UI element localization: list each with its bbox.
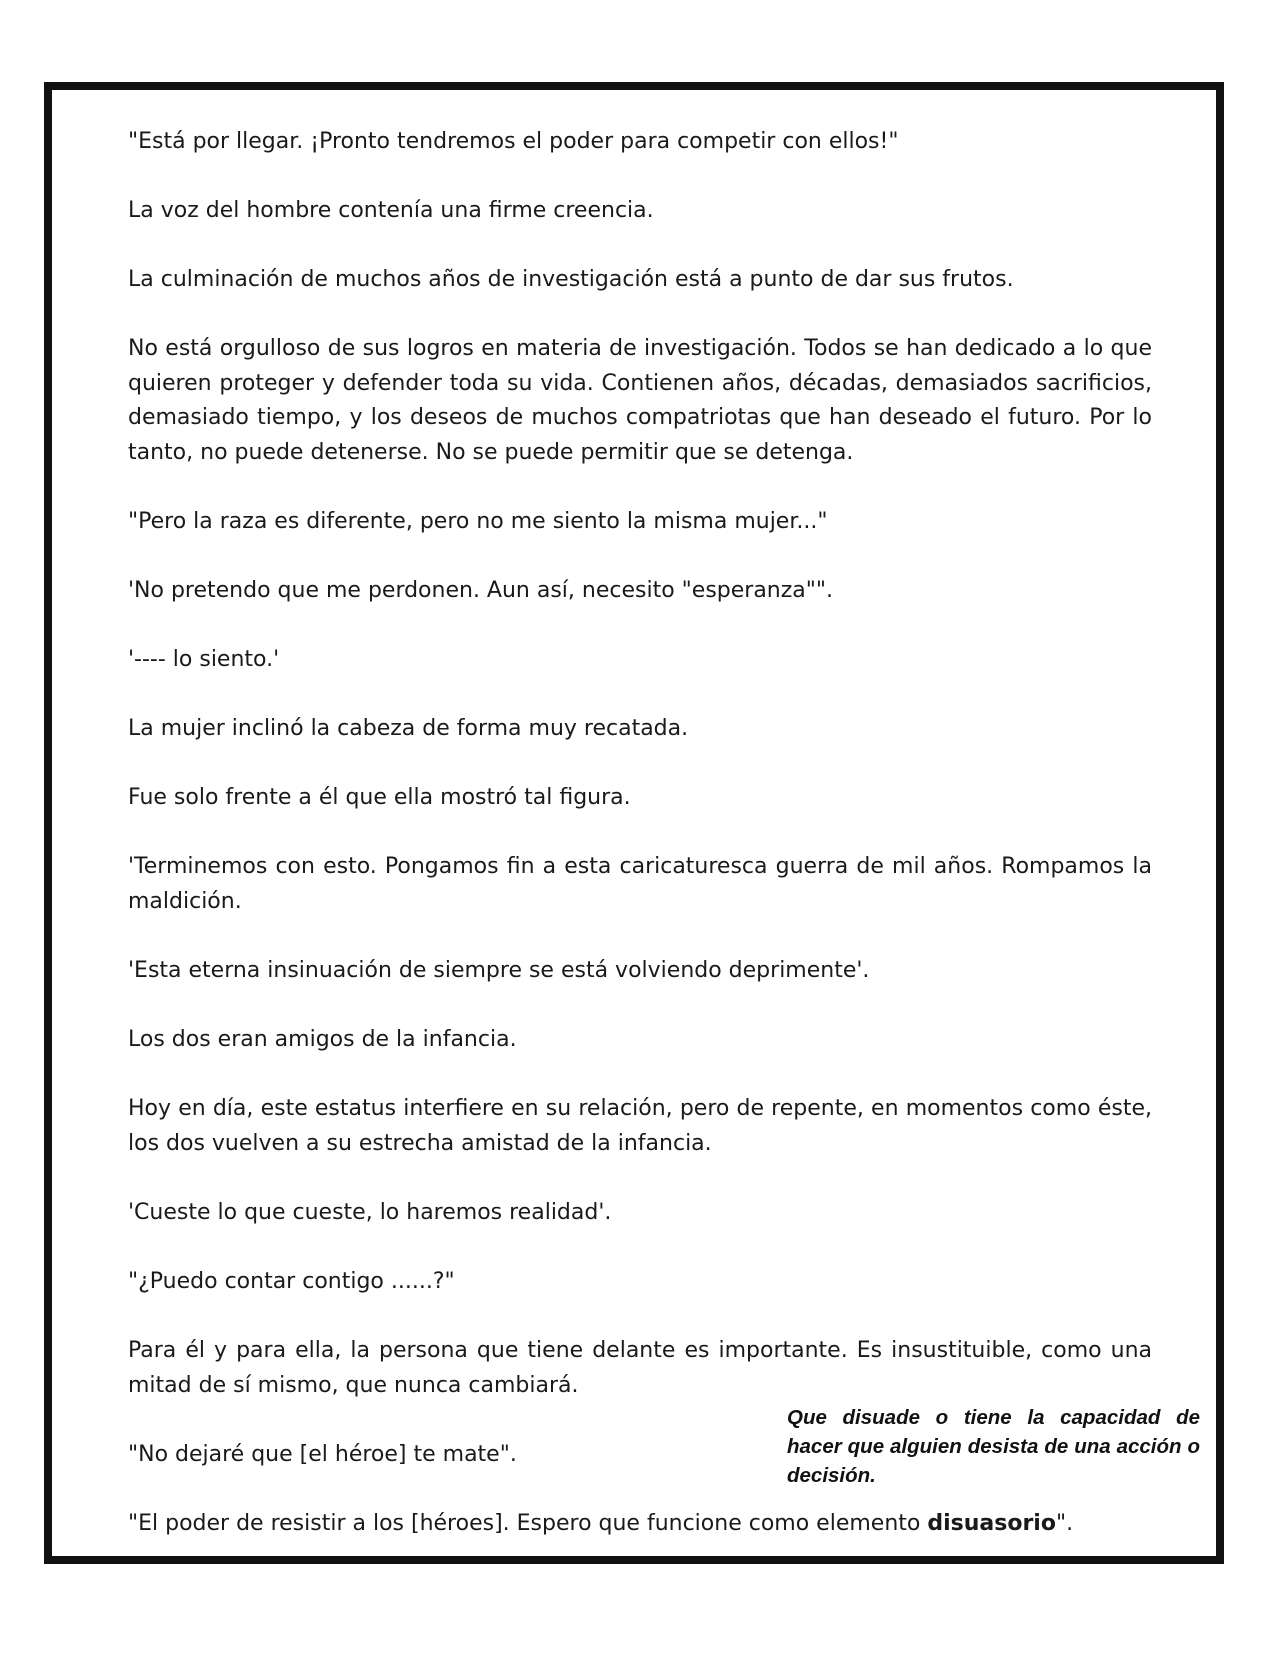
paragraph-5: "Pero la raza es diferente, pero no me siento la misma mujer..." <box>128 509 828 534</box>
paragraph-15: "¿Puedo contar contigo ......?" <box>128 1269 455 1294</box>
paragraph-2: La voz del hombre contenía una firme creencia. <box>128 198 654 223</box>
paragraph-13: Hoy en día, este estatus interfiere en su relación, pero de repente, en momentos como éste, los dos vuelven a su estrecha amistad de la infancia. <box>128 1096 1152 1156</box>
paragraph-11: 'Esta eterna insinuación de siempre se está volviendo deprimente'. <box>128 958 870 983</box>
paragraph-17: "No dejaré que [el héroe] te mate". <box>128 1442 517 1467</box>
paragraph-final <box>128 1507 1152 1542</box>
paragraph-1: "Está por llegar. ¡Pronto tendremos el poder para competir con ellos!" <box>128 129 899 154</box>
paragraph-14: 'Cueste lo que cueste, lo haremos realidad'. <box>128 1200 612 1225</box>
paragraph-8: La mujer inclinó la cabeza de forma muy recatada. <box>128 716 689 741</box>
paragraph-final-before: "El poder de resistir a los [héroes]. Espero que funcione como elemento <box>128 1511 928 1536</box>
disuasorio-term: disuasorio <box>927 1511 1056 1536</box>
paragraph-7: '---- lo siento.' <box>128 647 280 672</box>
paragraph-4: No está orgulloso de sus logros en materia de investigación. Todos se han dedicado a lo que quieren proteger y defender toda su vida. Contienen años, décadas, demasiados sacrificios, demasiado tiempo, y los deseos de muchos compatriotas que han deseado el futuro. Por lo tanto, no puede detenerse. No se puede permitir que se detenga. <box>128 336 1152 465</box>
paragraph-10: 'Terminemos con esto. Pongamos fin a esta caricaturesca guerra de mil años. Rompamos la maldición. <box>128 854 1152 914</box>
translator-note: Que disuade o tiene la capacidad de hacer que alguien desista de una acción o decisión. <box>787 1406 1200 1487</box>
paragraph-6: 'No pretendo que me perdonen. Aun así, necesito "esperanza"". <box>128 578 834 603</box>
paragraph-final-after: ". <box>1055 1511 1074 1536</box>
paragraph-9: Fue solo frente a él que ella mostró tal figura. <box>128 785 631 810</box>
paragraph-12: Los dos eran amigos de la infancia. <box>128 1027 517 1052</box>
paragraph-3: La culminación de muchos años de investigación está a punto de dar sus frutos. <box>128 267 1014 292</box>
paragraph-16: Para él y para ella, la persona que tiene delante es importante. Es insustituible, como una mitad de sí mismo, que nunca cambiará. <box>128 1338 1152 1398</box>
